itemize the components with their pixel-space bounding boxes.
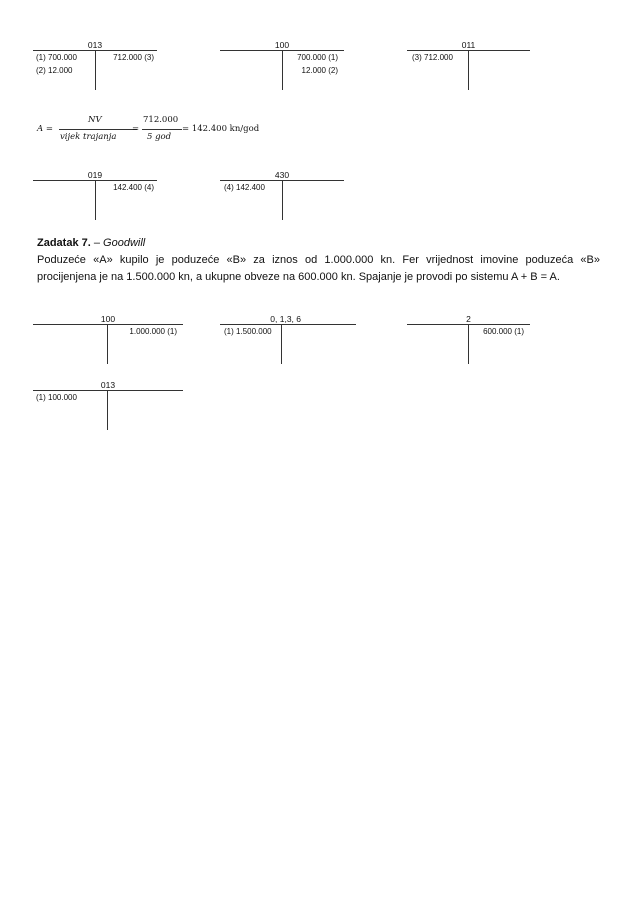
account-divider (468, 50, 469, 90)
formula-lhs: A = (37, 124, 53, 134)
t-account-2 (407, 314, 530, 366)
account-title: 013 (100, 380, 116, 390)
credit-entry: 700.000 (1) (297, 53, 338, 62)
debit-entry: (1) 700.000 (36, 53, 77, 62)
formula-numerator-2: 712.000 (143, 115, 179, 125)
credit-entry: 12.000 (2) (301, 66, 338, 75)
t-account-assets (220, 314, 356, 366)
task-number: Zadatak 7. (37, 237, 91, 249)
formula-result: = 142.400 kn/god (182, 124, 260, 134)
credit-entry: 142.400 (4) (113, 183, 154, 192)
debit-entry: (3) 712.000 (412, 53, 453, 62)
fraction-bar-2 (142, 129, 182, 130)
account-title: 2 (466, 314, 471, 324)
account-title: 100 (100, 314, 116, 324)
task-dash: – (90, 237, 104, 249)
formula-equals: = (132, 124, 140, 134)
t-account-011 (407, 40, 530, 92)
debit-entry: (4) 142.400 (224, 183, 265, 192)
account-divider (281, 324, 282, 364)
account-divider (282, 180, 283, 220)
account-title: 0, 1,3, 6 (270, 314, 301, 324)
account-title: 100 (274, 40, 290, 50)
account-divider (468, 324, 469, 364)
task-heading (37, 236, 145, 250)
credit-entry: 1.000.000 (1) (129, 327, 177, 336)
account-title: 013 (87, 40, 103, 50)
task-topic: Goodwill (103, 237, 146, 249)
t-account-019 (33, 170, 157, 222)
account-header-line (33, 324, 183, 325)
account-header-line (33, 390, 183, 391)
account-title: 430 (274, 170, 290, 180)
formula-numerator-1: NV (88, 115, 102, 125)
account-divider (95, 50, 96, 90)
t-account-430 (220, 170, 344, 222)
depreciation-formula (37, 113, 297, 147)
t-account-100-goodwill (33, 314, 183, 366)
account-divider (282, 50, 283, 90)
formula-denominator-2: 5 god (147, 132, 172, 142)
fraction-bar-1 (59, 129, 137, 130)
debit-entry: (1) 100.000 (36, 393, 77, 402)
account-divider (107, 390, 108, 430)
t-account-100 (220, 40, 344, 92)
account-divider (95, 180, 96, 220)
account-title: 011 (461, 40, 476, 50)
account-header-line (220, 324, 356, 325)
account-divider (107, 324, 108, 364)
task-description: Poduzeće «A» kupilo je poduzeće «B» za iznos od 1.000.000 kn. Fer vrijednost imovine poduzeća «B» procijenjena je na 1.500.000 kn, a ukupne obveze na 600.000 kn. Spajanje je provodi po sistemu A + B = A. (37, 254, 600, 283)
t-account-013-goodwill (33, 380, 183, 432)
credit-entry: 712.000 (3) (113, 53, 154, 62)
debit-entry: (1) 1.500.000 (224, 327, 272, 336)
formula-denominator-1: vijek trajanja (60, 132, 117, 142)
t-account-013 (33, 40, 157, 92)
debit-entry: (2) 12.000 (36, 66, 73, 75)
credit-entry: 600.000 (1) (483, 327, 524, 336)
account-title: 019 (87, 170, 103, 180)
